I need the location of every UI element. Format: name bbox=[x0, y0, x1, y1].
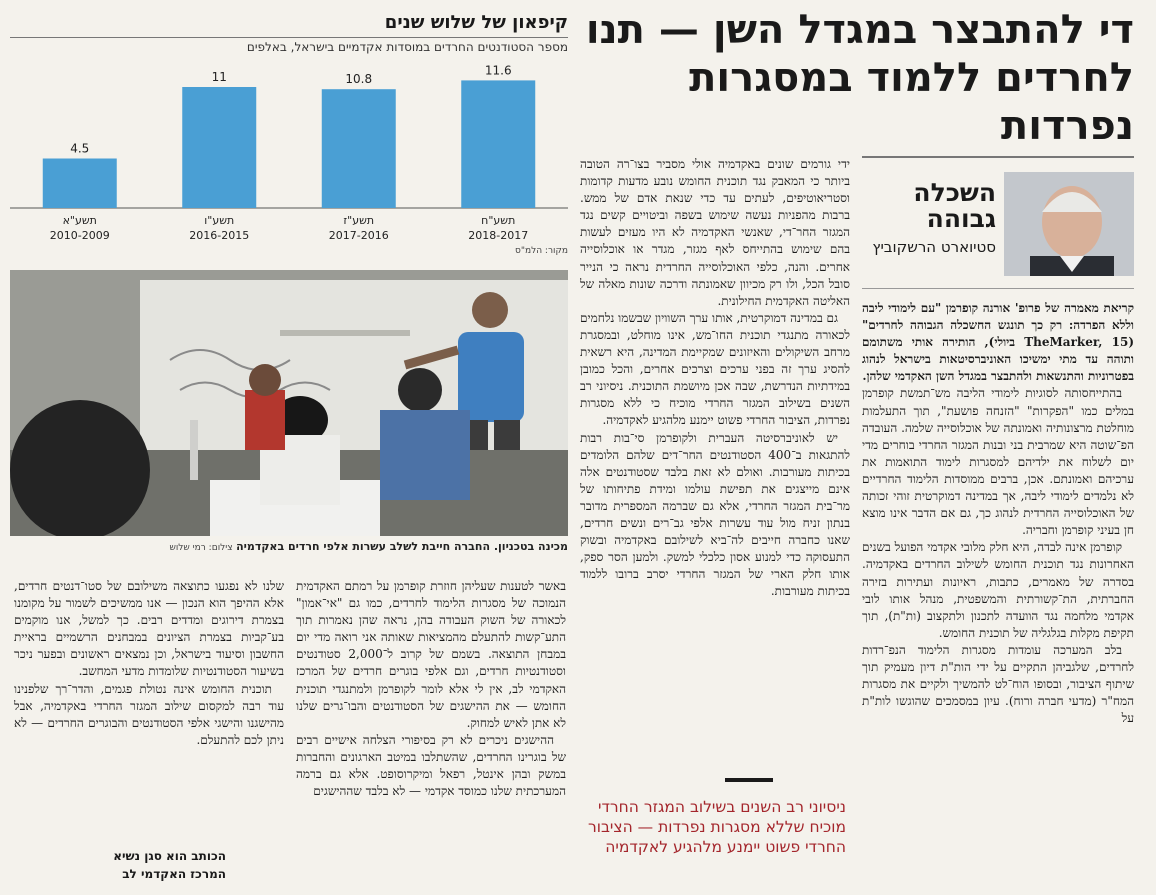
author-name: סטיוארט הרשקוביץ bbox=[872, 238, 996, 256]
author-note-line-2: המרכז האקדמי לב bbox=[122, 867, 226, 881]
chart-category-years: 2017-2016 bbox=[328, 229, 389, 242]
article-column-3 bbox=[296, 578, 566, 892]
author-photo bbox=[1004, 172, 1134, 276]
photo-caption bbox=[10, 540, 568, 553]
headline bbox=[574, 6, 1134, 150]
chart-bar bbox=[43, 159, 117, 209]
chart-title: קיפאון של שלוש שנים bbox=[384, 12, 568, 33]
pullquote: ניסיוני רב השנים בשילוב המגזר החרדי מוכיח שללא מסגרות נפרדות — הציבור החרדי פשוט יימנע מלהגיע לאקדמיה bbox=[588, 798, 846, 856]
article-paragraph: באשר לטענות שעליהן חוזרת קופרמן על רמתם האקדמית הנמוכה של מסגרות הלימוד לחרדים, כמו גם "אי־אמון" לכאורה של השוק העבודה בהן, נראה שהן נאמרות תוך התע־קשות להתעלם מהמציאות שאותה אני רואה מדי יום במבחן התוצאה. בשמם של קרוב ל־2,000 סטודנטים וסטודנטיות חרדים, וגם אלפי בוגרים חרדים של המרכז האקדמי לב, אין לי אלא לומר לקופרמן ולמתנגדי תוכנית החומש — את ההישגים של הסטודנטים והבו־גרים שלנו לא אתן לאיש למחוק. bbox=[296, 579, 566, 730]
photo-caption-text: מכינה בטכניון. החברה חייבת לשלב עשרות אלפי חרדים באקדמיה bbox=[236, 540, 568, 553]
section-title bbox=[913, 180, 996, 232]
chart-value-label: 11.6 bbox=[484, 63, 512, 78]
chart-bar bbox=[182, 87, 256, 208]
chart-divider bbox=[10, 37, 568, 38]
article-paragraph: קריאת מאמרה של פרופ' אורנה קופרמן "עם לימודי ליבה וללא הפרדה: רק כך תונגש החשכלה הגבוהה לחרדים" (TheMarker, 15 ביולי), הותירה אותי משתומם ותוהה עד מתי ימשיכו האוניברסיטאות בישראל לנהוג בפטרוניות והתנשאות ולהתבצר במגדל השן האקדמי שלהן. bbox=[862, 301, 1134, 384]
chart-value-label: 11 bbox=[211, 70, 227, 84]
byline-divider bbox=[862, 156, 1134, 158]
bar-chart bbox=[10, 58, 568, 244]
chart-category-years: 2010-2009 bbox=[49, 229, 110, 242]
chart-category-years: 2018-2017 bbox=[468, 229, 529, 242]
author-note-line-1: הכותב הוא סגן נשיא bbox=[113, 849, 226, 863]
author-portrait-illustration bbox=[1004, 172, 1134, 276]
chart-value-label: 4.5 bbox=[70, 141, 90, 156]
pullquote-rule bbox=[725, 778, 773, 782]
photo-credit: צילום: רמי שלוש bbox=[169, 543, 233, 553]
author-note bbox=[113, 847, 226, 883]
article-column-4 bbox=[14, 578, 284, 838]
chart-subtitle: מספר הסטודנטים החרדים במוסדות אקדמיים בישראל, באלפים bbox=[246, 40, 568, 54]
article-paragraph: קופרמן אינה לבדה, היא חלק מלובי אקדמי הפועל בשנים האחרונות נגד תוכנית החומש לשילוב החרדים באקדמיה. בסדרה של מאמרים, כתבות, ראיונות ועתירות בזירה החברתית, הת־קשורתית והמשפטית, מנהל אותו לובי אקדמי מלחמה נגד הוועדה לתכנון ולתקצוב (ות"ת), תוך תקיפת מקלות בגלגליה של תוכנית החומש. bbox=[862, 540, 1134, 640]
chart-category-label: תשע"ז bbox=[343, 214, 375, 227]
article-paragraph: שלנו לא נפגעו כתוצאה משילובם של סטו־דנטים חרדים, אלא ההיפך הוא הנכון — אנו ממשיכים לשמור על מקומנו בצמרת דירוגים ומדדים רבים. כך למשל, אנו מוקמים בע־קביות בצמרת הציונים במבחנים הרשמיים בראיית החשבון וסיעוד בישראל, וכן נמצאים ראשונים ובפער ניכר בשיעור הסטודנטיות שלומדות מדעי המחשב. bbox=[14, 579, 284, 679]
chart-category-label: תשע"ו bbox=[204, 214, 235, 227]
chart-category-label: תשע"ח bbox=[481, 214, 516, 227]
chart-bar bbox=[322, 89, 396, 208]
article-paragraph: בלב המערכה עומדות מסגרות הלימוד הנפ־רדות לחרדים, שלגביהן התקיים על ידי הות"ת דיון מעמיק תוך שיתוף הציבור, ובסופו הוח־לט להמשיך ולקיים את מסגרות המח"ר (מדעי חברה ורוח). עיון במסמכים שהוגשו לות"ת על bbox=[862, 642, 1134, 726]
article-photo bbox=[10, 270, 568, 536]
section-title-line-2: גבוהה bbox=[926, 204, 996, 233]
chart-value-label: 10.8 bbox=[345, 72, 373, 87]
section-title-line-1: השכלה bbox=[913, 178, 996, 207]
chart-category-years: 2016-2015 bbox=[189, 229, 250, 242]
classroom-photo-illustration bbox=[10, 270, 568, 536]
article-paragraph: יש לאוניברסיטה העברית ולקופרמן סי־בות רבות להתגאות ב־400 הסטודנטים החר־דים שלהם הלומדים בכיתות מעורבות. ואולם לא זאת בלבד שסטודנטים אלה אינם מייצגים את תפישת עולמו ומידת פתיחותו של מר־בית המגזר החרדי, אלא גם שברמה המספרית מדובר בנתון זניח מול עוד עשרות אלפי גב־רים ונשים חרדים, שאנו כחברה חייבים לה־ביא לשילובם באקדמיה ובשוק התעסוקה כדי למנוע אסון כלכלי למשק. ולמען הסר ספק, אותו חלק הארי של המגזר החרדי יסרב ברובו ללמוד בכיתות מעורבות. bbox=[580, 430, 850, 599]
article-paragraph: גם במדינה דמוקרטית, אותו ערך השוויון שבשמו נלחמים לכאורה מתנגדי תוכנית החו־מש, אינו מוחלט, ובמסגרת מרחב השיקולים והאיזונים שמקיימת המדינה, היא רשאית להסיג ערך זה בפני ערכים וצרכים אחרים, והכל כמובן במידתיות הנדרשת, שבה אכן מיושמת התוכנית. ניסיוני רב השנים בשילוב המגזר החרדי מוכיח כי ללא מסגרות נפרדות, הציבור החרדי פשוט יימנע מלהגיע לאקדמיה. bbox=[580, 310, 850, 428]
article-column-2 bbox=[580, 156, 850, 756]
article-paragraph: ידי גורמים שונים באקדמיה אולי מסביר בצו־רה הטובה ביותר כי המאבק נגד תוכנית החומש נובע מדעות קדומות וסטריאוטיפים, לעתים עד כדי שנאת אדם של ממש. ברבות מהפניות נעשה שימוש בשפה וביטויים קשים נגד המגזר החר־די, שאנשי האקדמיה לא היו מעזים לעשות בהם שימוש בהתייחס לאף מגזר, מגדר או אוכלוסייה אחרים. והנה, כלפי האוכלוסייה החרדית נראה כי הנייר סובל הכל, ולו רק מכיוון שאמונתה ודרכה שונות מאלה של האליטה האקדמית החילונית. bbox=[580, 157, 850, 308]
byline-divider-bottom bbox=[862, 288, 1134, 289]
chart-bar bbox=[461, 80, 535, 208]
headline-line-1: די להתבצר במגדל השן — תנו bbox=[585, 7, 1134, 53]
chart-source: מקור: הלמ"ס bbox=[514, 246, 568, 256]
article-paragraph: ההישגים ניכרים לא רק בסיפורי הצלחה אישיים רבים של בוגרינו החרדים, שהשתלבו במיטב הארגונים והחברות במשק ובהן אינטל, רפאל ומיקרוסופט. אלא גם ברמה המערכתית שלנו כמוסד אקדמי — לא בלבד שההישגים bbox=[296, 732, 566, 799]
article-paragraph: בהתייחסותה לסוגיות לימודי הליבה מש־תמשת קופרמן במלים כמו "הפקרות" "הזנחה פושעת", תוך התעלמות מוחלטת מרצונותיה ואמונתה של אוכלוסייה שלמה. העובדה הפ־שוטה היא שמרבית בני ובנות המגזר החרדי בוחרים מדי יום לשלוח את ילדיהם למסגרות לימוד התואמות את ערכיהם ואמונתם. אכן, ברבים ממוסדות הלימוד החרדיים לא נלמדים לימודי ליבה, אך במדינה דמוקרטית זוהי זכותה של האוכלוסייה החרדית לנהוג כך, גם אם הדבר אינו מוצא חן בעיני קופרמן וחבריה. bbox=[862, 386, 1134, 538]
headline-line-2: לחרדים ללמוד במסגרות נפרדות bbox=[689, 55, 1134, 149]
article-column-1 bbox=[862, 300, 1134, 890]
article-paragraph: תוכנית החומש אינה נטולת פגמים, והדר־רך שלפנינו עוד רבה למקסום שילוב המגזר החרדי באקדמיה, אבל מהישגנו והישגי אלפי הסטודנטים והבוגרים החרדים — לא ניתן לכם להתעלם. bbox=[14, 681, 284, 747]
chart-category-label: תשע"א bbox=[62, 214, 97, 227]
